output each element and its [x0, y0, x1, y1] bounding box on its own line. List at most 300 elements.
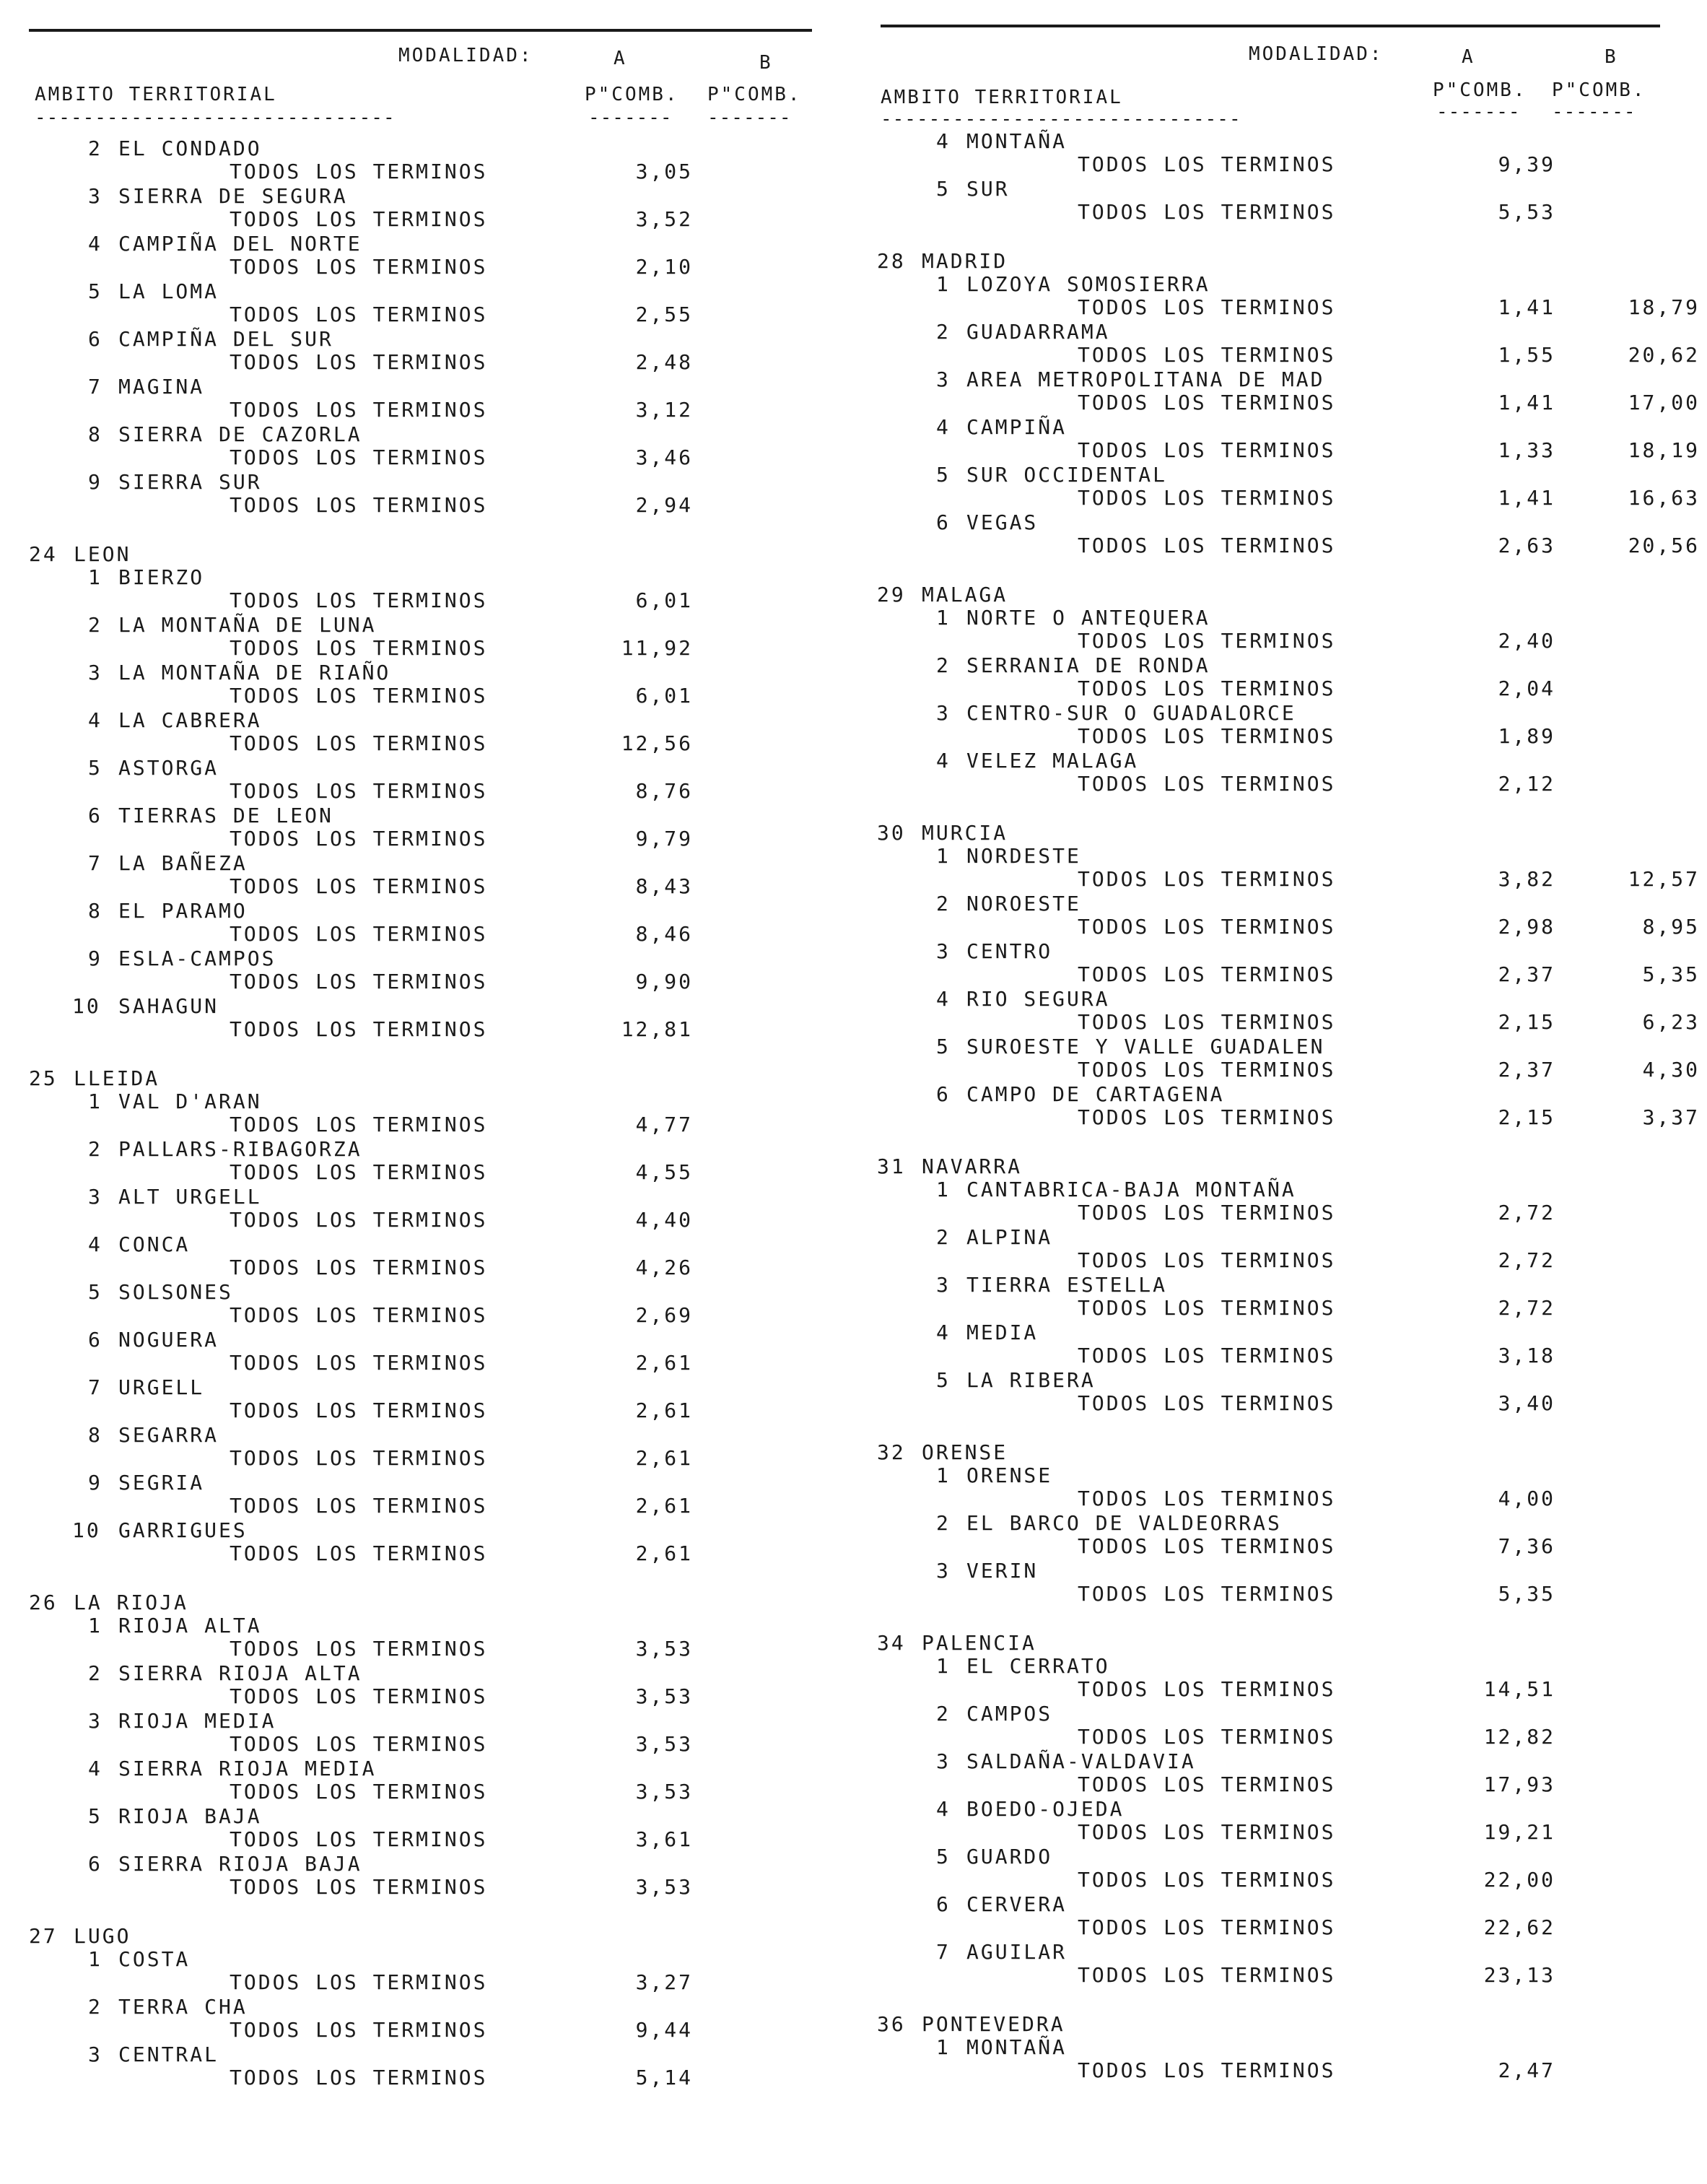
comarca-name: COSTA — [118, 1947, 191, 1971]
term-label: TODOS LOS TERMINOS — [230, 1446, 488, 1470]
comarca-row — [29, 614, 859, 637]
comarca-number: 10 — [72, 994, 101, 1018]
comarca-row — [877, 1226, 1707, 1249]
term-row — [877, 439, 1707, 464]
comarca-number: 4 — [936, 1321, 951, 1344]
value-a: 2,04 — [1498, 676, 1555, 700]
comarca-number: 9 — [88, 470, 102, 494]
province-header — [877, 1155, 1707, 1178]
comarca-name: SIERRA SUR — [118, 470, 262, 494]
term-row — [877, 1344, 1707, 1369]
comarca-number: 5 — [88, 756, 102, 780]
term-label: TODOS LOS TERMINOS — [1078, 1201, 1336, 1224]
term-row — [877, 2059, 1707, 2084]
comarca-name: SIERRA DE CAZORLA — [118, 422, 362, 446]
value-b: 5,35 — [1642, 962, 1700, 986]
value-a: 3,53 — [635, 1875, 693, 1899]
comarca-name: CANTABRICA-BAJA MONTAÑA — [966, 1178, 1296, 1201]
comarca-row — [877, 1893, 1707, 1916]
term-label: TODOS LOS TERMINOS — [230, 1017, 488, 1041]
comarca-name: ESLA-CAMPOS — [118, 947, 276, 970]
comarca-number: 5 — [936, 1845, 951, 1868]
value-a: 2,69 — [635, 1303, 693, 1327]
term-row — [29, 1828, 859, 1853]
comarca-name: TIERRAS DE LEON — [118, 804, 333, 827]
comarca-number: 7 — [88, 1375, 102, 1399]
comarca-name: URGELL — [118, 1375, 205, 1399]
comarca-row — [877, 273, 1707, 296]
comarca-row — [29, 1805, 859, 1828]
comarca-number: 5 — [936, 177, 951, 201]
term-row — [877, 773, 1707, 797]
province-code: 25 — [29, 1066, 58, 1090]
comarca-number: 1 — [936, 272, 951, 296]
comarca-number: 5 — [88, 1280, 102, 1304]
comarca-row — [877, 1512, 1707, 1535]
value-a: 8,43 — [635, 874, 693, 898]
term-label: TODOS LOS TERMINOS — [230, 1684, 488, 1708]
term-row — [877, 1535, 1707, 1559]
term-label: TODOS LOS TERMINOS — [1078, 1772, 1336, 1796]
term-label: TODOS LOS TERMINOS — [230, 1970, 488, 1994]
comarca-name: SUR — [966, 177, 1010, 201]
term-label: TODOS LOS TERMINOS — [1078, 1296, 1336, 1320]
value-a: 2,37 — [1498, 1058, 1555, 1082]
comarca-number: 2 — [88, 136, 102, 160]
comarca-name: NORDESTE — [966, 844, 1081, 868]
comarca-number: 1 — [88, 1947, 102, 1971]
comarca-row — [877, 845, 1707, 868]
comarca-row — [877, 1559, 1707, 1583]
province-code: 27 — [29, 1924, 58, 1948]
term-row — [29, 351, 859, 375]
value-b: 16,63 — [1628, 486, 1700, 510]
ambito-label: AMBITO TERRITORIAL — [881, 87, 1123, 108]
comarca-name: MEDIA — [966, 1321, 1039, 1344]
value-a: 2,15 — [1498, 1010, 1555, 1034]
term-row — [29, 1971, 859, 1996]
comarca-row — [877, 892, 1707, 915]
province-name: LUGO — [74, 1924, 131, 1948]
term-label: TODOS LOS TERMINOS — [230, 1113, 488, 1136]
comarca-name: LA RIBERA — [966, 1368, 1096, 1392]
comarca-row — [29, 471, 859, 494]
comarca-name: EL CERRATO — [966, 1654, 1110, 1678]
comarca-number: 9 — [88, 1471, 102, 1495]
comarca-name: MONTAÑA — [966, 129, 1068, 153]
comarca-row — [877, 1274, 1707, 1297]
term-label: TODOS LOS TERMINOS — [230, 1875, 488, 1899]
comarca-row — [877, 749, 1707, 773]
top-rule — [29, 29, 812, 32]
province-header — [877, 2013, 1707, 2036]
value-a: 3,18 — [1498, 1344, 1555, 1367]
province-name: LEON — [74, 542, 131, 566]
value-a: 11,92 — [621, 636, 693, 660]
term-row — [877, 1392, 1707, 1417]
term-row — [29, 446, 859, 471]
term-label: TODOS LOS TERMINOS — [230, 1780, 488, 1804]
comarca-name: GARRIGUES — [118, 1518, 248, 1542]
comarca-name: TIERRA ESTELLA — [966, 1273, 1168, 1297]
value-b: 20,56 — [1628, 534, 1700, 557]
comarca-name: ASTORGA — [118, 756, 219, 780]
value-a: 12,81 — [621, 1017, 693, 1041]
value-a: 4,77 — [635, 1113, 693, 1136]
term-label: TODOS LOS TERMINOS — [1078, 1344, 1336, 1367]
value-a: 3,53 — [635, 1637, 693, 1661]
term-row — [877, 1249, 1707, 1274]
comarca-number: 3 — [88, 661, 102, 684]
comarca-number: 2 — [936, 653, 951, 677]
comarca-row — [29, 185, 859, 208]
value-a: 4,00 — [1498, 1487, 1555, 1510]
top-rule — [881, 25, 1660, 27]
comarca-name: BOEDO-OJEDA — [966, 1797, 1125, 1821]
value-a: 2,72 — [1498, 1296, 1555, 1320]
term-row — [877, 915, 1707, 940]
value-a: 2,61 — [635, 1541, 693, 1565]
term-row — [29, 923, 859, 947]
comarca-row — [29, 2043, 859, 2066]
province-name: ORENSE — [922, 1440, 1008, 1464]
right-table-body — [877, 130, 1707, 2084]
province-name: MADRID — [922, 249, 1008, 273]
comarca-row — [877, 654, 1707, 677]
comarca-name: NOGUERA — [118, 1328, 219, 1352]
term-row — [29, 2066, 859, 2091]
province-header — [29, 1591, 859, 1614]
term-row — [877, 963, 1707, 988]
term-label: TODOS LOS TERMINOS — [230, 779, 488, 803]
comarca-name: SUROESTE Y VALLE GUADALEN — [966, 1035, 1325, 1058]
comarca-number: 6 — [88, 1328, 102, 1352]
value-a: 2,98 — [1498, 915, 1555, 939]
comarca-row — [877, 321, 1707, 344]
comarca-number: 5 — [936, 463, 951, 487]
value-a: 2,47 — [1498, 2058, 1555, 2082]
comarca-row — [29, 423, 859, 446]
term-label: TODOS LOS TERMINOS — [1078, 962, 1336, 986]
comarca-row — [29, 757, 859, 780]
comarca-number: 8 — [88, 1423, 102, 1447]
comarca-name: CAMPIÑA — [966, 415, 1068, 439]
value-a: 9,44 — [635, 2018, 693, 2042]
term-label: TODOS LOS TERMINOS — [1078, 724, 1336, 748]
comarca-row — [877, 130, 1707, 153]
term-label: TODOS LOS TERMINOS — [1078, 391, 1336, 414]
value-a: 9,39 — [1498, 152, 1555, 176]
comarca-row — [29, 709, 859, 732]
value-b: 18,19 — [1628, 438, 1700, 462]
comarca-number: 10 — [72, 1518, 101, 1542]
comarca-row — [29, 1710, 859, 1733]
value-b: 17,00 — [1628, 391, 1700, 414]
comarca-row — [877, 368, 1707, 391]
term-label: TODOS LOS TERMINOS — [1078, 1487, 1336, 1510]
term-label: TODOS LOS TERMINOS — [230, 493, 488, 517]
term-row — [877, 1964, 1707, 1988]
comarca-row — [877, 1178, 1707, 1201]
comarca-row — [877, 1083, 1707, 1106]
comarca-number: 1 — [88, 565, 102, 589]
comarca-row — [29, 232, 859, 256]
province-code: 30 — [877, 821, 906, 845]
value-b: 8,95 — [1642, 915, 1700, 939]
term-row — [29, 160, 859, 185]
term-row — [29, 1637, 859, 1662]
modalidad-label: MODALIDAD: — [1249, 43, 1384, 65]
value-a: 5,35 — [1498, 1582, 1555, 1606]
term-label: TODOS LOS TERMINOS — [1078, 152, 1336, 176]
term-label: TODOS LOS TERMINOS — [230, 1541, 488, 1565]
province-name: MALAGA — [922, 583, 1008, 606]
comarca-row — [877, 1655, 1707, 1678]
term-row — [877, 153, 1707, 178]
term-row — [877, 1773, 1707, 1798]
value-a: 1,41 — [1498, 295, 1555, 319]
comarca-number: 7 — [936, 1940, 951, 1964]
term-label: TODOS LOS TERMINOS — [230, 970, 488, 993]
comarca-row — [877, 511, 1707, 534]
comarca-row — [877, 1464, 1707, 1487]
province-code: 34 — [877, 1631, 906, 1655]
term-label: TODOS LOS TERMINOS — [1078, 772, 1336, 796]
term-row — [29, 589, 859, 614]
comarca-number: 1 — [936, 2035, 951, 2059]
ambito-label: AMBITO TERRITORIAL — [35, 84, 277, 105]
term-row — [29, 1733, 859, 1757]
comarca-number: 1 — [936, 844, 951, 868]
term-label: TODOS LOS TERMINOS — [230, 731, 488, 755]
comarca-number: 2 — [936, 1702, 951, 1726]
comarca-name: GUADARRAMA — [966, 320, 1110, 344]
comarca-name: SIERRA RIOJA MEDIA — [118, 1757, 377, 1780]
comarca-number: 2 — [936, 320, 951, 344]
value-a: 6,01 — [635, 684, 693, 708]
comarca-number: 3 — [936, 701, 951, 725]
province-name: PALENCIA — [922, 1631, 1036, 1655]
comarca-row — [29, 137, 859, 160]
ambito-underline: ------------------------------ — [881, 108, 1241, 130]
comarca-row — [29, 1757, 859, 1780]
right-column — [877, 0, 1707, 2184]
term-row — [29, 494, 859, 518]
term-label: TODOS LOS TERMINOS — [230, 2066, 488, 2089]
comarca-row — [877, 606, 1707, 630]
comarca-number: 6 — [936, 1892, 951, 1916]
col-b-label: B — [1605, 46, 1618, 68]
col-a-label: A — [614, 48, 627, 69]
term-label: TODOS LOS TERMINOS — [1078, 1725, 1336, 1749]
term-label: TODOS LOS TERMINOS — [230, 445, 488, 469]
comarca-name: ALT URGELL — [118, 1185, 262, 1209]
term-label: TODOS LOS TERMINOS — [1078, 676, 1336, 700]
term-row — [877, 1487, 1707, 1512]
province-header — [29, 543, 859, 566]
comarca-name: SEGARRA — [118, 1423, 219, 1447]
term-row — [877, 677, 1707, 702]
comarca-number: 3 — [936, 939, 951, 963]
pcomb-b-label: P"COMB. — [707, 84, 802, 105]
left-table-body — [29, 137, 859, 2091]
comarca-row — [29, 1424, 859, 1447]
comarca-name: AGUILAR — [966, 1940, 1068, 1964]
comarca-number: 5 — [88, 279, 102, 303]
comarca-row — [877, 702, 1707, 725]
comarca-number: 4 — [936, 415, 951, 439]
term-row — [29, 256, 859, 280]
value-a: 12,82 — [1483, 1725, 1555, 1749]
comarca-row — [877, 1035, 1707, 1058]
term-label: TODOS LOS TERMINOS — [230, 588, 488, 612]
pcomb-b-underline: ------- — [1552, 101, 1636, 123]
comarca-name: CENTRAL — [118, 2042, 219, 2066]
term-label: TODOS LOS TERMINOS — [1078, 2058, 1336, 2082]
value-a: 3,27 — [635, 1970, 693, 1994]
term-row — [29, 875, 859, 900]
term-label: TODOS LOS TERMINOS — [1078, 343, 1336, 367]
term-label: TODOS LOS TERMINOS — [230, 1303, 488, 1327]
term-row — [877, 487, 1707, 511]
term-row — [29, 970, 859, 995]
term-label: TODOS LOS TERMINOS — [230, 684, 488, 708]
term-row — [29, 827, 859, 852]
term-label: TODOS LOS TERMINOS — [230, 827, 488, 850]
pcomb-b-label: P"COMB. — [1552, 79, 1646, 101]
comarca-row — [877, 1321, 1707, 1344]
value-a: 2,63 — [1498, 534, 1555, 557]
term-row — [877, 1726, 1707, 1750]
term-label: TODOS LOS TERMINOS — [230, 922, 488, 946]
comarca-row — [877, 178, 1707, 201]
comarca-name: SOLSONES — [118, 1280, 233, 1304]
term-row — [877, 201, 1707, 225]
comarca-number: 3 — [88, 184, 102, 208]
term-row — [29, 1780, 859, 1805]
comarca-number: 6 — [936, 1082, 951, 1106]
term-label: TODOS LOS TERMINOS — [1078, 1868, 1336, 1892]
term-label: TODOS LOS TERMINOS — [1078, 867, 1336, 891]
value-a: 9,90 — [635, 970, 693, 993]
province-code: 36 — [877, 2012, 906, 2036]
province-header — [877, 583, 1707, 606]
term-row — [29, 1352, 859, 1376]
comarca-number: 1 — [936, 1654, 951, 1678]
term-row — [877, 1058, 1707, 1083]
term-label: TODOS LOS TERMINOS — [230, 1827, 488, 1851]
comarca-name: BIERZO — [118, 565, 205, 589]
term-label: TODOS LOS TERMINOS — [230, 350, 488, 374]
term-label: TODOS LOS TERMINOS — [1078, 1058, 1336, 1082]
comarca-row — [29, 1185, 859, 1209]
comarca-number: 3 — [88, 2042, 102, 2066]
term-row — [877, 1011, 1707, 1035]
value-a: 3,53 — [635, 1732, 693, 1756]
comarca-name: VAL D'ARAN — [118, 1089, 262, 1113]
comarca-name: RIO SEGURA — [966, 987, 1110, 1011]
comarca-number: 9 — [88, 947, 102, 970]
value-a: 1,41 — [1498, 391, 1555, 414]
term-row — [29, 1685, 859, 1710]
term-label: TODOS LOS TERMINOS — [1078, 486, 1336, 510]
comarca-name: CAMPO DE CARTAGENA — [966, 1082, 1225, 1106]
comarca-name: RIOJA MEDIA — [118, 1709, 276, 1733]
comarca-name: LA LOMA — [118, 279, 219, 303]
ambito-underline: ------------------------------ — [35, 107, 396, 129]
term-row — [29, 1447, 859, 1471]
term-row — [877, 296, 1707, 321]
term-label: TODOS LOS TERMINOS — [1078, 1105, 1336, 1129]
term-label: TODOS LOS TERMINOS — [1078, 1534, 1336, 1558]
comarca-number: 1 — [88, 1089, 102, 1113]
comarca-number: 1 — [936, 1463, 951, 1487]
term-label: TODOS LOS TERMINOS — [1078, 1582, 1336, 1606]
term-label: TODOS LOS TERMINOS — [230, 1637, 488, 1661]
value-a: 1,55 — [1498, 343, 1555, 367]
comarca-number: 5 — [936, 1035, 951, 1058]
pcomb-a-underline: ------- — [588, 107, 673, 129]
term-row — [29, 1161, 859, 1185]
term-row — [29, 1256, 859, 1281]
comarca-row — [29, 804, 859, 827]
province-name: PONTEVEDRA — [922, 2012, 1065, 2036]
term-row — [29, 1018, 859, 1043]
comarca-row — [29, 1662, 859, 1685]
comarca-row — [877, 464, 1707, 487]
comarca-name: VERIN — [966, 1559, 1039, 1583]
pcomb-a-underline: ------- — [1436, 101, 1521, 123]
value-a: 9,79 — [635, 827, 693, 850]
value-a: 22,00 — [1483, 1868, 1555, 1892]
comarca-number: 6 — [88, 804, 102, 827]
comarca-name: ORENSE — [966, 1463, 1053, 1487]
value-a: 8,46 — [635, 922, 693, 946]
term-label: TODOS LOS TERMINOS — [1078, 200, 1336, 224]
comarca-name: RIOJA BAJA — [118, 1804, 262, 1828]
comarca-name: NOROESTE — [966, 892, 1081, 915]
value-a: 2,15 — [1498, 1105, 1555, 1129]
comarca-row — [29, 1281, 859, 1304]
value-b: 4,30 — [1642, 1058, 1700, 1082]
comarca-number: 3 — [88, 1709, 102, 1733]
comarca-row — [29, 328, 859, 351]
comarca-name: LA MONTAÑA DE RIAÑO — [118, 661, 391, 684]
term-row — [877, 1678, 1707, 1702]
comarca-name: CERVERA — [966, 1892, 1068, 1916]
value-a: 12,56 — [621, 731, 693, 755]
term-row — [29, 2019, 859, 2043]
value-a: 2,72 — [1498, 1248, 1555, 1272]
comarca-name: SAHAGUN — [118, 994, 219, 1018]
term-row — [29, 1399, 859, 1424]
term-label: TODOS LOS TERMINOS — [1078, 1963, 1336, 1987]
term-row — [877, 1297, 1707, 1321]
term-row — [877, 1868, 1707, 1893]
province-header — [29, 1067, 859, 1090]
comarca-row — [29, 375, 859, 399]
comarca-row — [29, 1996, 859, 2019]
comarca-row — [29, 947, 859, 970]
comarca-number: 2 — [88, 1995, 102, 2019]
comarca-row — [29, 1614, 859, 1637]
value-a: 17,93 — [1483, 1772, 1555, 1796]
term-label: TODOS LOS TERMINOS — [230, 160, 488, 183]
value-a: 22,62 — [1483, 1915, 1555, 1939]
comarca-row — [29, 1948, 859, 1971]
comarca-row — [877, 1750, 1707, 1773]
comarca-row — [877, 1845, 1707, 1868]
